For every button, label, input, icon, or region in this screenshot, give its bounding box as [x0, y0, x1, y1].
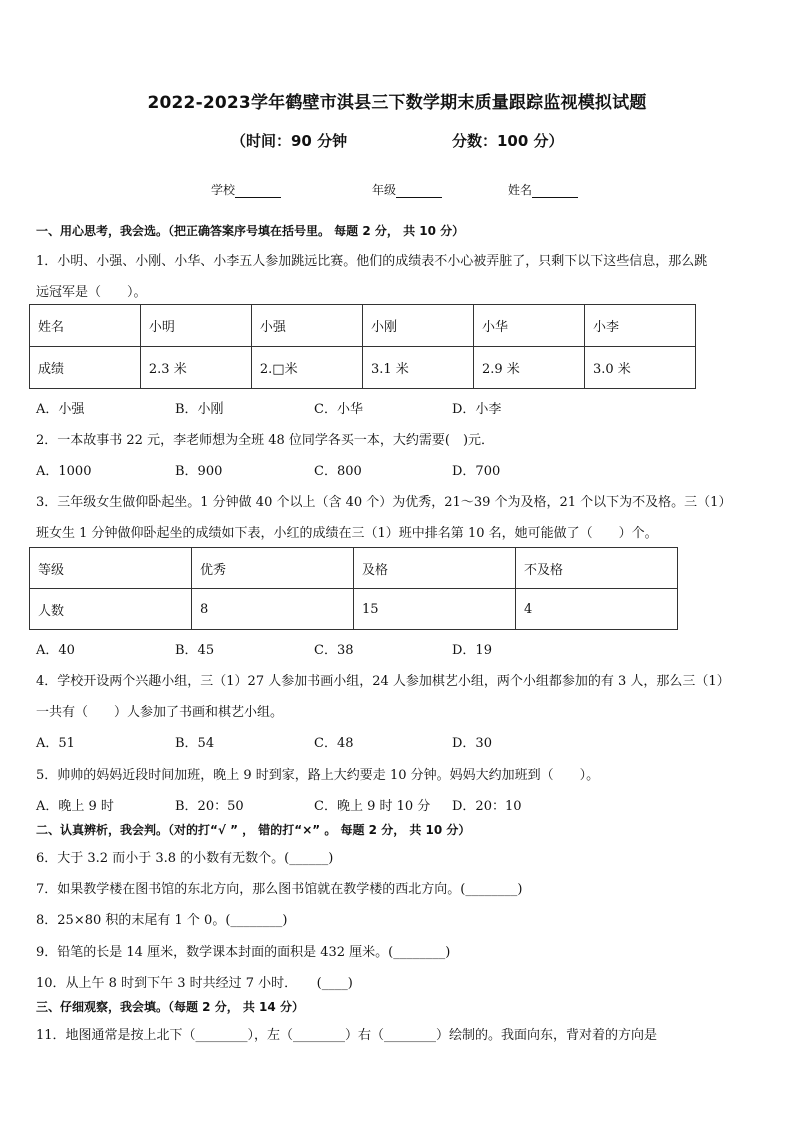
- q1-th-1: 小明: [140, 305, 251, 347]
- q9: 9．铅笔的长是 14 厘米，数学课本封面的面积是 432 厘米。(________): [36, 945, 451, 960]
- q3-td-2: 15: [354, 589, 516, 630]
- q1-td-5: 3.0 米: [584, 347, 695, 389]
- q3-table-data-row: [30, 589, 678, 630]
- section1-heading: 一、用心思考，我会选。（把正确答案序号填在括号里。 每题 2 分， 共 10 分）: [36, 224, 465, 238]
- q3-grade-table: [29, 547, 678, 630]
- q4-line2: 一共有（ ）人参加了书画和棋艺小组。: [36, 705, 284, 720]
- q4-line1: 4．学校开设两个兴趣小组，三（1）27 人参加书画小组，24 人参加棋艺小组，两个小组都参加的有 3 人，那么三（1）: [36, 674, 730, 689]
- q3-th-0: 等级: [30, 548, 192, 589]
- q1-th-5: 小李: [584, 305, 695, 347]
- q11: 11．地图通常是按上北下（________），左（________）右（________）绘制的。我面向东，背对着的方向是: [36, 1028, 658, 1043]
- school-label: 学校: [211, 183, 236, 197]
- exam-time: （时间：90 分钟: [231, 132, 348, 150]
- q4-option-a[interactable]: A．51: [36, 736, 75, 751]
- grade-label: 年级: [372, 183, 397, 197]
- school-blank[interactable]: [235, 185, 281, 198]
- q3-option-a[interactable]: A．40: [36, 643, 75, 658]
- q3-option-c[interactable]: C．38: [314, 643, 354, 658]
- q1-line2: 远冠军是（ ）。: [36, 285, 147, 300]
- q3-line1: 3．三年级女生做仰卧起坐。1 分钟做 40 个以上（含 40 个）为优秀，21～39 个为及格，21 个以下为不及格。三（1）: [36, 495, 732, 510]
- q5-option-a[interactable]: A．晚上 9 时: [36, 799, 114, 814]
- grade-blank[interactable]: [396, 185, 442, 198]
- q1-option-b[interactable]: B．小刚: [175, 402, 224, 417]
- q5-line1: 5．帅帅的妈妈近段时间加班，晚上 9 时到家，路上大约要走 10 分钟。妈妈大约加班到（ ）。: [36, 768, 600, 783]
- q3-option-d[interactable]: D．19: [452, 643, 492, 658]
- q2-option-b[interactable]: B．900: [175, 464, 223, 479]
- q1-score-table: [29, 304, 696, 389]
- q5-option-c[interactable]: C．晚上 9 时 10 分: [314, 799, 431, 814]
- name-label: 姓名: [508, 183, 533, 197]
- q8: 8．25×80 积的末尾有 1 个 0。(________): [36, 913, 288, 928]
- q1-td-1: 2.3 米: [140, 347, 251, 389]
- q1-th-2: 小强: [251, 305, 362, 347]
- exam-score: 分数：100 分）: [452, 132, 564, 150]
- q1-td-3: 3.1 米: [362, 347, 473, 389]
- q1-td-4: 2.9 米: [473, 347, 584, 389]
- section2-heading: 二、认真辨析，我会判。（对的打“√ ” ， 错的打“×” 。 每题 2 分， 共 10 分）: [36, 823, 471, 837]
- q3-option-b[interactable]: B．45: [175, 643, 215, 658]
- q1-option-a[interactable]: A．小强: [36, 402, 85, 417]
- q1-td-0: 成绩: [30, 347, 141, 389]
- q1-th-0: 姓名: [30, 305, 141, 347]
- q1-td-2: 2.□米: [251, 347, 362, 389]
- q4-option-c[interactable]: C．48: [314, 736, 354, 751]
- q3-line2: 班女生 1 分钟做仰卧起坐的成绩如下表，小红的成绩在三（1）班中排名第 10 名，她可能做了（ ）个。: [36, 526, 658, 541]
- q3-td-3: 4: [516, 589, 678, 630]
- q10: 10．从上午 8 时到下午 3 时共经过 7 小时． (____): [36, 976, 353, 991]
- q6: 6．大于 3.2 而小于 3.8 的小数有无数个。(______): [36, 851, 334, 866]
- grade-field[interactable]: [372, 181, 442, 198]
- q1-table-data-row: [30, 347, 696, 389]
- q3-th-2: 及格: [354, 548, 516, 589]
- q2-line1: 2．一本故事书 22 元，李老师想为全班 48 位同学各买一本，大约需要( )元．: [36, 433, 495, 448]
- q5-option-b[interactable]: B．20：50: [175, 799, 244, 814]
- q1-option-c[interactable]: C．小华: [314, 402, 363, 417]
- q1-th-3: 小刚: [362, 305, 473, 347]
- school-field[interactable]: [211, 181, 281, 198]
- q1-line1: 1．小明、小强、小刚、小华、小李五人参加跳远比赛。他们的成绩表不小心被弄脏了，只剩下以下这些信息，那么跳: [36, 254, 708, 269]
- q3-th-3: 不及格: [516, 548, 678, 589]
- q3-table-header-row: [30, 548, 678, 589]
- name-field[interactable]: [508, 181, 578, 198]
- q2-option-a[interactable]: A．1000: [36, 464, 92, 479]
- q1-option-d[interactable]: D．小李: [452, 402, 502, 417]
- page-title: 2022-2023学年鹤壁市淇县三下数学期末质量跟踪监视模拟试题: [147, 93, 647, 113]
- q5-option-d[interactable]: D．20：10: [452, 799, 522, 814]
- q3-td-0: 人数: [30, 589, 192, 630]
- q3-th-1: 优秀: [192, 548, 354, 589]
- section3-heading: 三、仔细观察，我会填。（每题 2 分， 共 14 分）: [36, 1000, 304, 1014]
- q4-option-b[interactable]: B．54: [175, 736, 215, 751]
- q1-table-header-row: [30, 305, 696, 347]
- q2-option-d[interactable]: D．700: [452, 464, 501, 479]
- q2-option-c[interactable]: C．800: [314, 464, 362, 479]
- q3-td-1: 8: [192, 589, 354, 630]
- q7: 7．如果教学楼在图书馆的东北方向，那么图书馆就在教学楼的西北方向。(________): [36, 882, 523, 897]
- name-blank[interactable]: [532, 185, 578, 198]
- q4-option-d[interactable]: D．30: [452, 736, 492, 751]
- q1-th-4: 小华: [473, 305, 584, 347]
